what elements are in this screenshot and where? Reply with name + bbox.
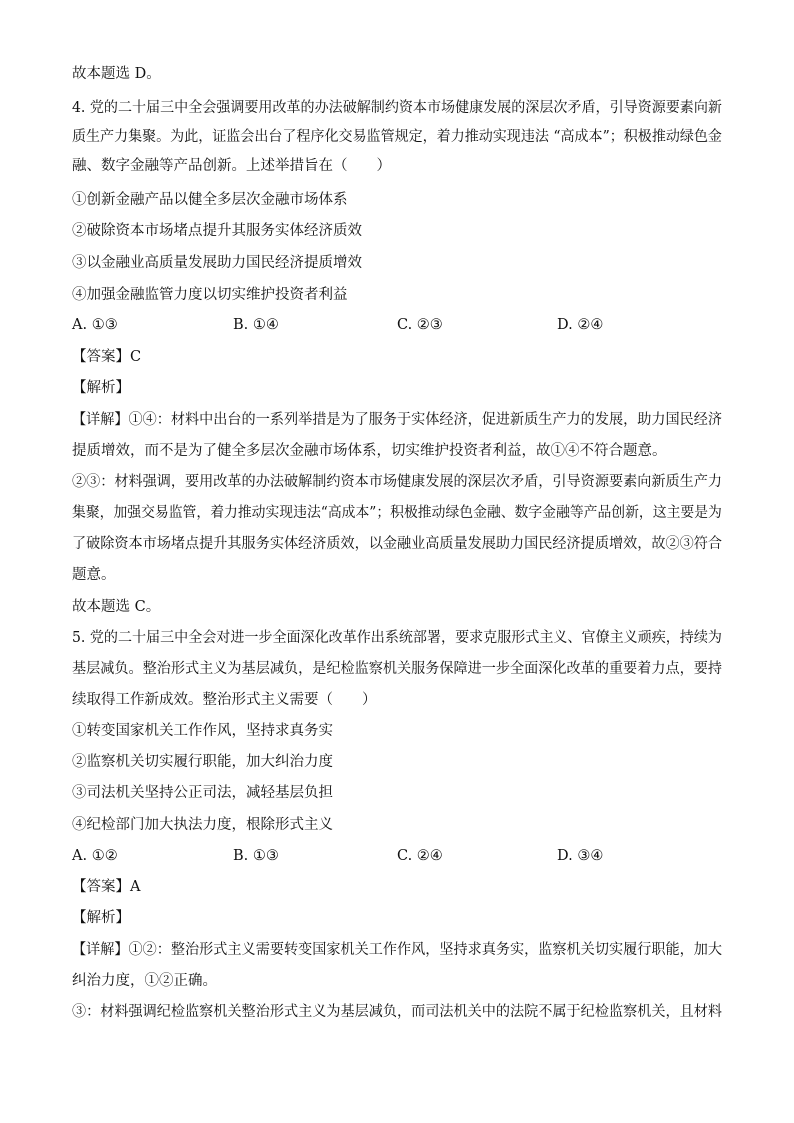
question-5-option-d: D. ③④ [557, 848, 604, 864]
question-5-stem-line-1: 5. 党的二十届三中全会对进一步全面深化改革作出系统部署，要求克服形式主义、官僚主义顽疾，持续为 [72, 630, 722, 646]
question-5-stem-line-3: 续取得工作新成效。整治形式主义需要（ ） [72, 692, 377, 708]
question-5-option-c: C. ②④ [397, 848, 443, 864]
question-4-statement-4: ④加强金融监管力度以切实维护投资者利益 [72, 287, 348, 303]
question-5-detail-line-3: ③：材料强调纪检监察机关整治形式主义为基层减负，而司法机关中的法院不属于纪检监察机关，且材料 [72, 1004, 722, 1020]
question-5-analysis-heading: 【解析】 [72, 910, 130, 926]
question-4-statement-2: ②破除资本市场堵点提升其服务实体经济质效 [72, 223, 362, 239]
question-4-detail-line-4: 集聚，加强交易监管，着力推动实现违法“高成本”；积极推动绿色金融、数字金融等产品创新，这主要是为 [72, 505, 722, 521]
question-5-option-a: A. ①② [72, 848, 118, 864]
question-4-option-d: D. ②④ [557, 317, 604, 333]
question-5-statement-4: ④纪检部门加大执法力度，根除形式主义 [72, 817, 333, 833]
question-4-statement-3: ③以金融业高质量发展助力国民经济提质增效 [72, 255, 362, 271]
question-5-statement-2: ②监察机关切实履行职能，加大纠治力度 [72, 754, 333, 770]
text-line: 故本题选 D。 [72, 66, 161, 82]
question-5-answer: 【答案】A [72, 879, 141, 895]
question-4-stem-line-2: 质生产力集聚。为此，证监会出台了程序化交易监管规定，着力推动实现违法 “高成本”；积极推动绿色金 [72, 129, 722, 145]
question-4-option-c: C. ②③ [397, 317, 443, 333]
question-5-statement-1: ①转变国家机关工作作风，坚持求真务实 [72, 723, 333, 739]
question-4-statement-1: ①创新金融产品以健全多层次金融市场体系 [72, 192, 348, 208]
question-5-stem-line-2: 基层减负。整治形式主义为基层减负，是纪检监察机关服务保障进一步全面深化改革的重要着力点，要持 [72, 661, 722, 677]
question-4-detail-line-6: 题意。 [72, 567, 116, 583]
question-5-option-b: B. ①③ [233, 848, 279, 864]
question-4-detail-line-5: 了破除资本市场堵点提升其服务实体经济质效，以金融业高质量发展助力国民经济提质增效，故②③符合 [72, 536, 722, 552]
question-5-detail-line-2: 纠治力度，①②正确。 [72, 973, 217, 989]
question-4-detail-line-2: 提质增效，而不是为了健全多层次金融市场体系，切实维护投资者利益，故①④不符合题意。 [72, 443, 667, 459]
question-5-detail-line-1: 【详解】①②：整治形式主义需要转变国家机关工作作风，坚持求真务实，监察机关切实履行职能，加大 [72, 942, 722, 958]
question-4-stem-line-1: 4. 党的二十届三中全会强调要用改革的办法破解制约资本市场健康发展的深层次矛盾，引导资源要素向新 [72, 100, 722, 116]
question-5-statement-3: ③司法机关坚持公正司法，减轻基层负担 [72, 785, 333, 801]
question-4-detail-line-1: 【详解】①④：材料中出台的一系列举措是为了服务于实体经济，促进新质生产力的发展，助力国民经济 [72, 412, 722, 428]
question-4-detail-line-3: ②③：材料强调，要用改革的办法破解制约资本市场健康发展的深层次矛盾，引导资源要素向新质生产力 [72, 474, 722, 490]
question-4-option-a: A. ①③ [72, 317, 118, 333]
question-4-conclusion: 故本题选 C。 [72, 599, 161, 615]
question-4-answer: 【答案】C [72, 349, 142, 365]
question-4-stem-line-3: 融、数字金融等产品创新。上述举措旨在（ ） [72, 158, 391, 174]
question-4-analysis-heading: 【解析】 [72, 380, 130, 396]
question-4-option-b: B. ①④ [233, 317, 279, 333]
